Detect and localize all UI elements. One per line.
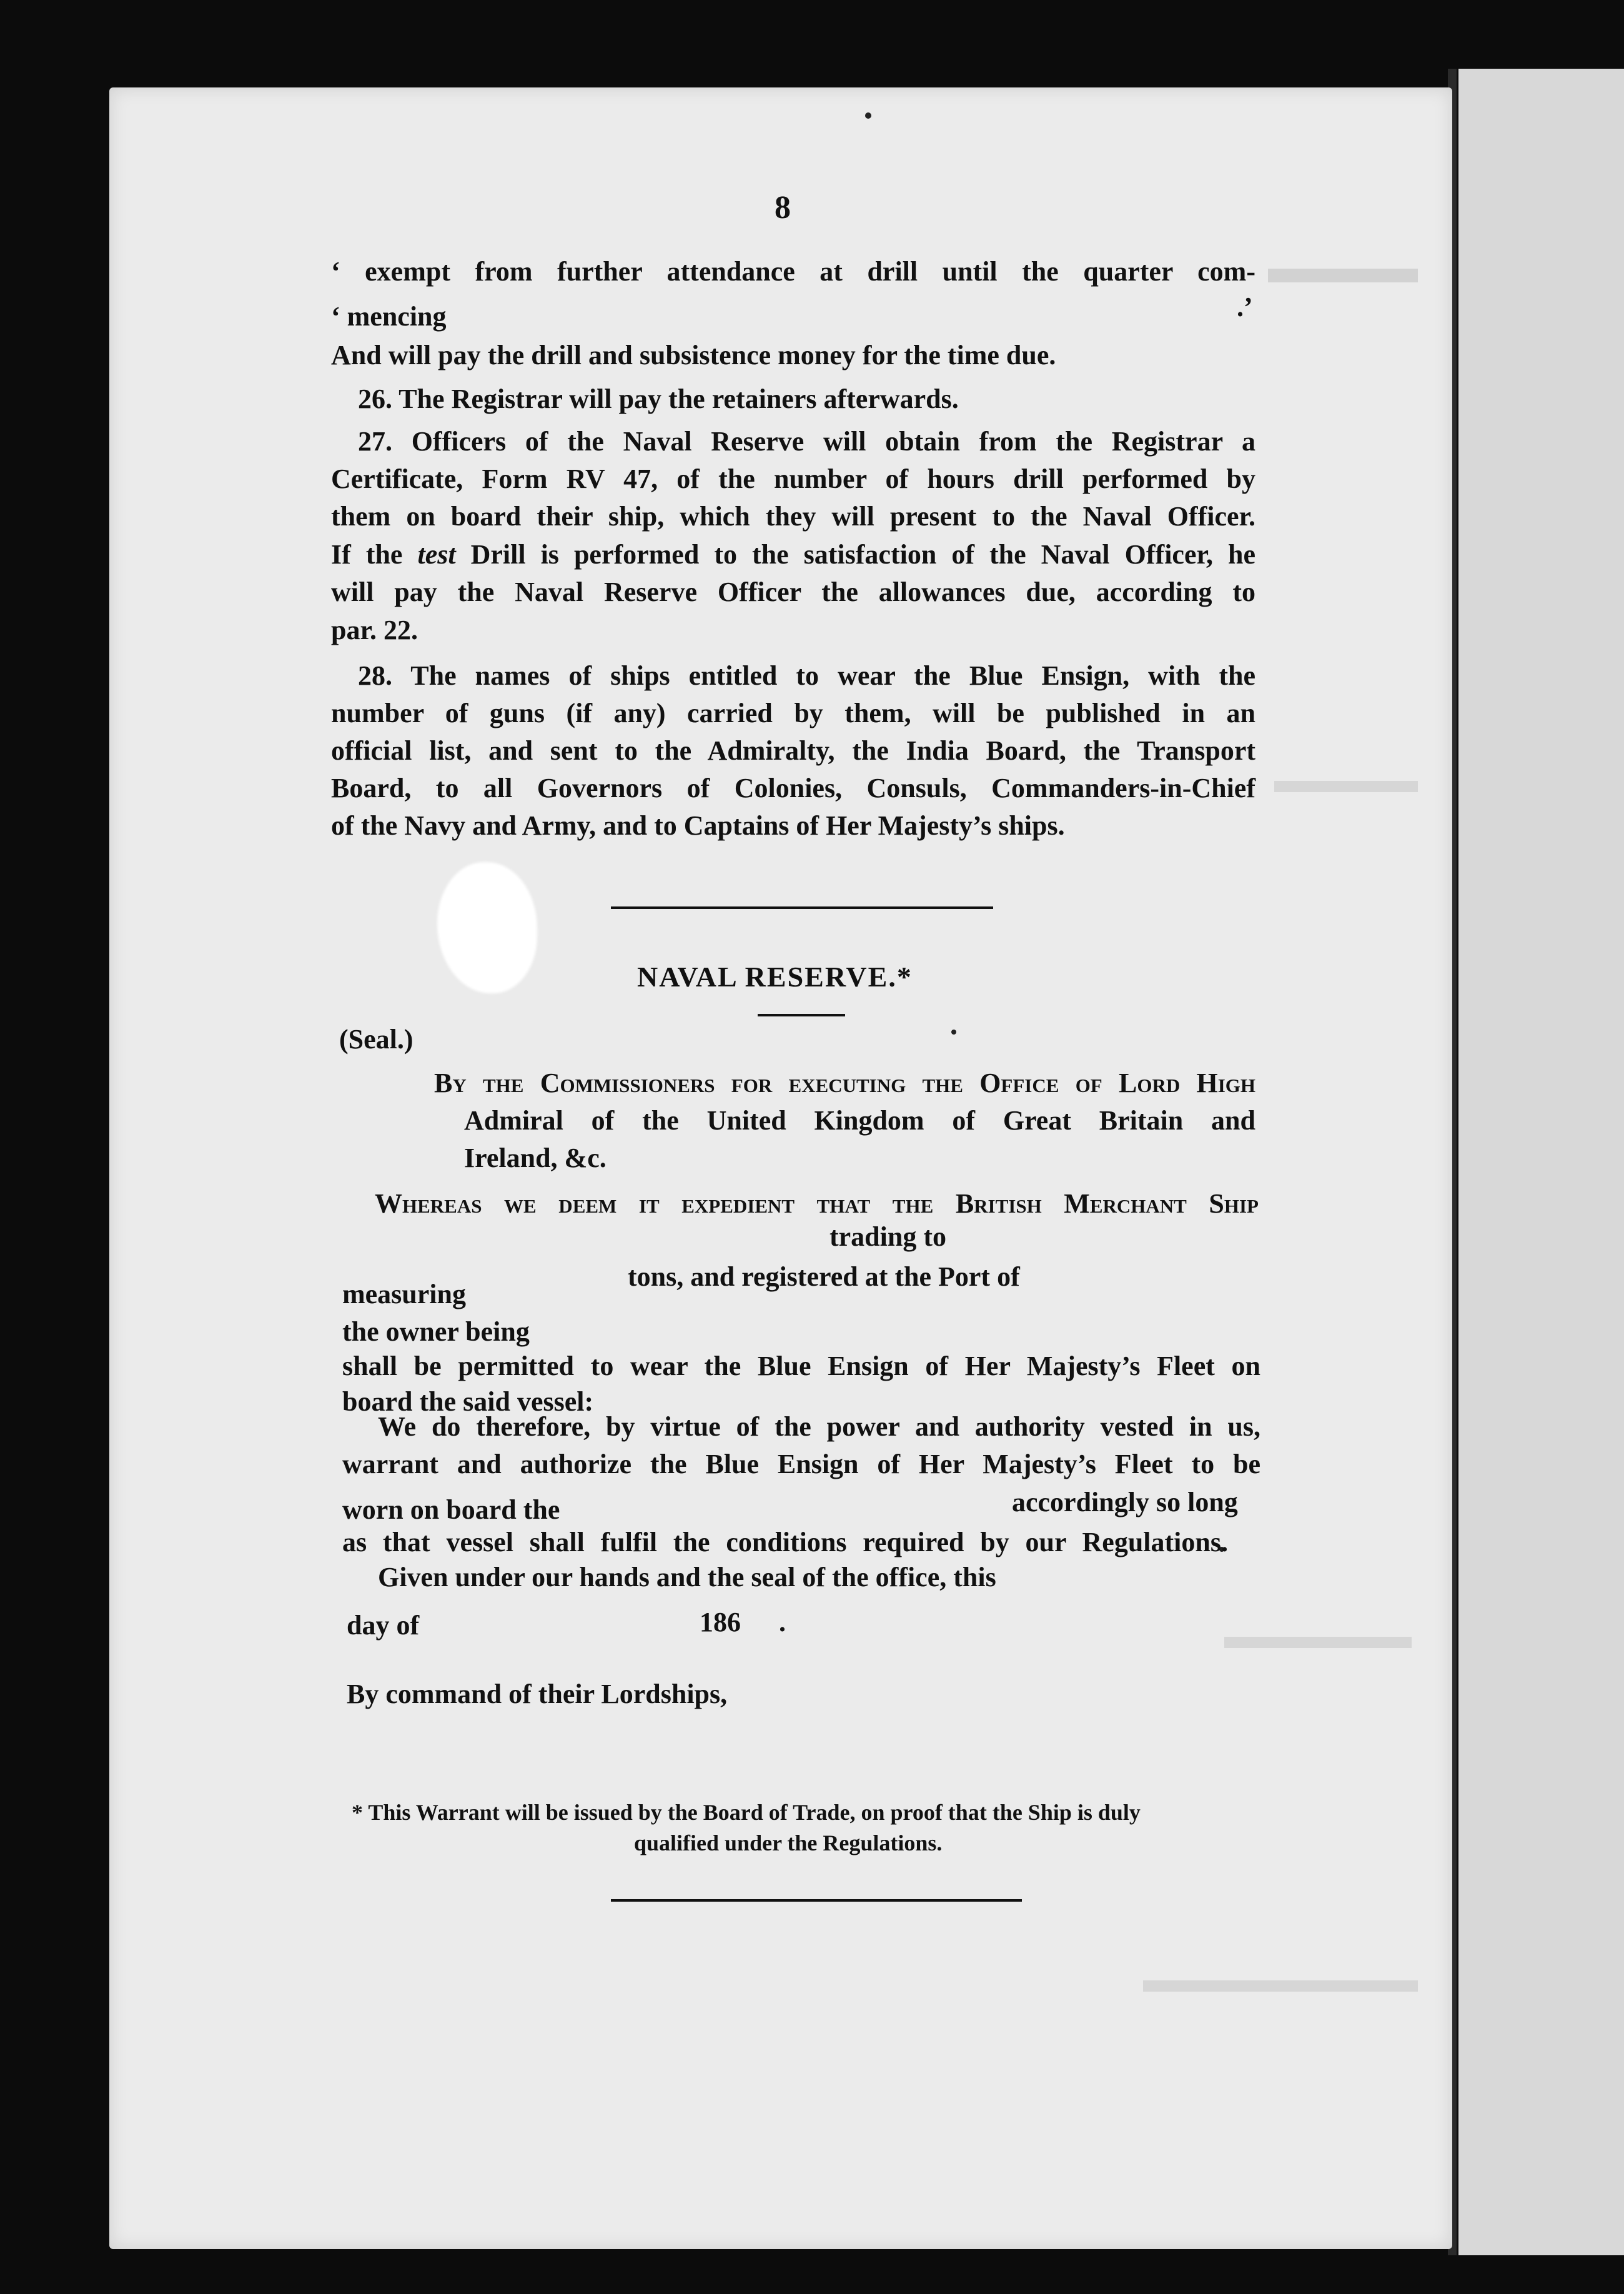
whereas-line: Whereas we deem it expedient that the British Merchant Ship xyxy=(375,1188,1259,1219)
title-rule xyxy=(758,1014,845,1016)
whereas-line: tons, and registered at the Port of xyxy=(628,1261,1020,1292)
paragraph-27-line: par. 22. xyxy=(331,615,418,645)
warrant-title: NAVAL RESERVE.* xyxy=(637,961,913,993)
paragraph-27-line: If the test Drill is performed to the satisfaction of the Naval Officer, he xyxy=(331,539,1255,570)
whereas-line: trading to xyxy=(829,1221,946,1252)
paragraph-28-line: of the Navy and Army, and to Captains of Her Majesty’s ships. xyxy=(331,810,1065,841)
text-line: ‘ mencing xyxy=(331,301,447,332)
authorization-line: accordingly so long xyxy=(1012,1487,1238,1517)
given-line: Given under our hands and the seal of the office, this xyxy=(378,1562,996,1592)
paragraph-28-line: 28. The names of ships entitled to wear the Blue Ensign, with the xyxy=(358,660,1255,691)
page-number: 8 xyxy=(775,190,791,226)
paragraph-26: 26. The Registrar will pay the retainers afterwards. xyxy=(358,384,959,414)
bottom-rule xyxy=(611,1899,1022,1902)
text-line: .’ xyxy=(1237,292,1253,322)
text-line: ‘ exempt from further attendance at drill until the quarter com- xyxy=(331,256,1255,287)
whereas-line: shall be permitted to wear the Blue Ensign of Her Majesty’s Fleet on xyxy=(342,1351,1260,1381)
given-line: . xyxy=(779,1607,786,1637)
authorization-line: as that vessel shall fulfil the conditions required by our Regulations. xyxy=(342,1527,1228,1557)
authorization-line: We do therefore, by virtue of the power and authority vested in us, xyxy=(378,1411,1260,1442)
paragraph-28-line: number of guns (if any) carried by them, will be published in an xyxy=(331,698,1255,728)
ink-dot xyxy=(865,112,871,119)
paragraph-28-line: official list, and sent to the Admiralty, the India Board, the Transport xyxy=(331,735,1255,766)
paragraph-27-line: Certificate, Form RV 47, of the number of hours drill performed by xyxy=(331,464,1255,494)
footnote-line: * This Warrant will be issued by the Board of Trade, on proof that the Ship is duly xyxy=(352,1800,1141,1825)
ink-dot xyxy=(951,1030,956,1035)
text-line: And will pay the drill and subsistence money for the time due. xyxy=(331,340,1056,370)
paragraph-27-line: will pay the Naval Reserve Officer the allowances due, according to xyxy=(331,577,1255,607)
commissioners-line: By the Commissioners for executing the Office of Lord High xyxy=(434,1068,1255,1098)
whereas-line: measuring xyxy=(342,1279,466,1309)
footnote-line: qualified under the Regulations. xyxy=(634,1830,943,1855)
command-line: By command of their Lordships, xyxy=(347,1679,728,1709)
given-line: 186 xyxy=(700,1607,741,1637)
commissioners-line: Ireland, &c. xyxy=(464,1143,607,1173)
commissioners-line: Admiral of the United Kingdom of Great Britain and xyxy=(464,1105,1255,1136)
authorization-line: warrant and authorize the Blue Ensign of Her Majesty’s Fleet to be xyxy=(342,1449,1260,1479)
whereas-line: the owner being xyxy=(342,1316,530,1347)
paragraph-28-line: Board, to all Governors of Colonies, Consuls, Commanders-in-Chief xyxy=(331,773,1255,803)
authorization-line: worn on board the xyxy=(342,1494,560,1525)
seal-label: (Seal.) xyxy=(339,1024,413,1055)
section-rule xyxy=(611,906,993,909)
whereas-line: board the said vessel: xyxy=(342,1386,594,1417)
paragraph-27-line: 27. Officers of the Naval Reserve will obtain from the Registrar a xyxy=(358,426,1255,457)
paragraph-27-line: them on board their ship, which they will present to the Naval Officer. xyxy=(331,501,1255,532)
adjacent-page xyxy=(1458,69,1624,2255)
given-line: day of xyxy=(347,1610,420,1641)
